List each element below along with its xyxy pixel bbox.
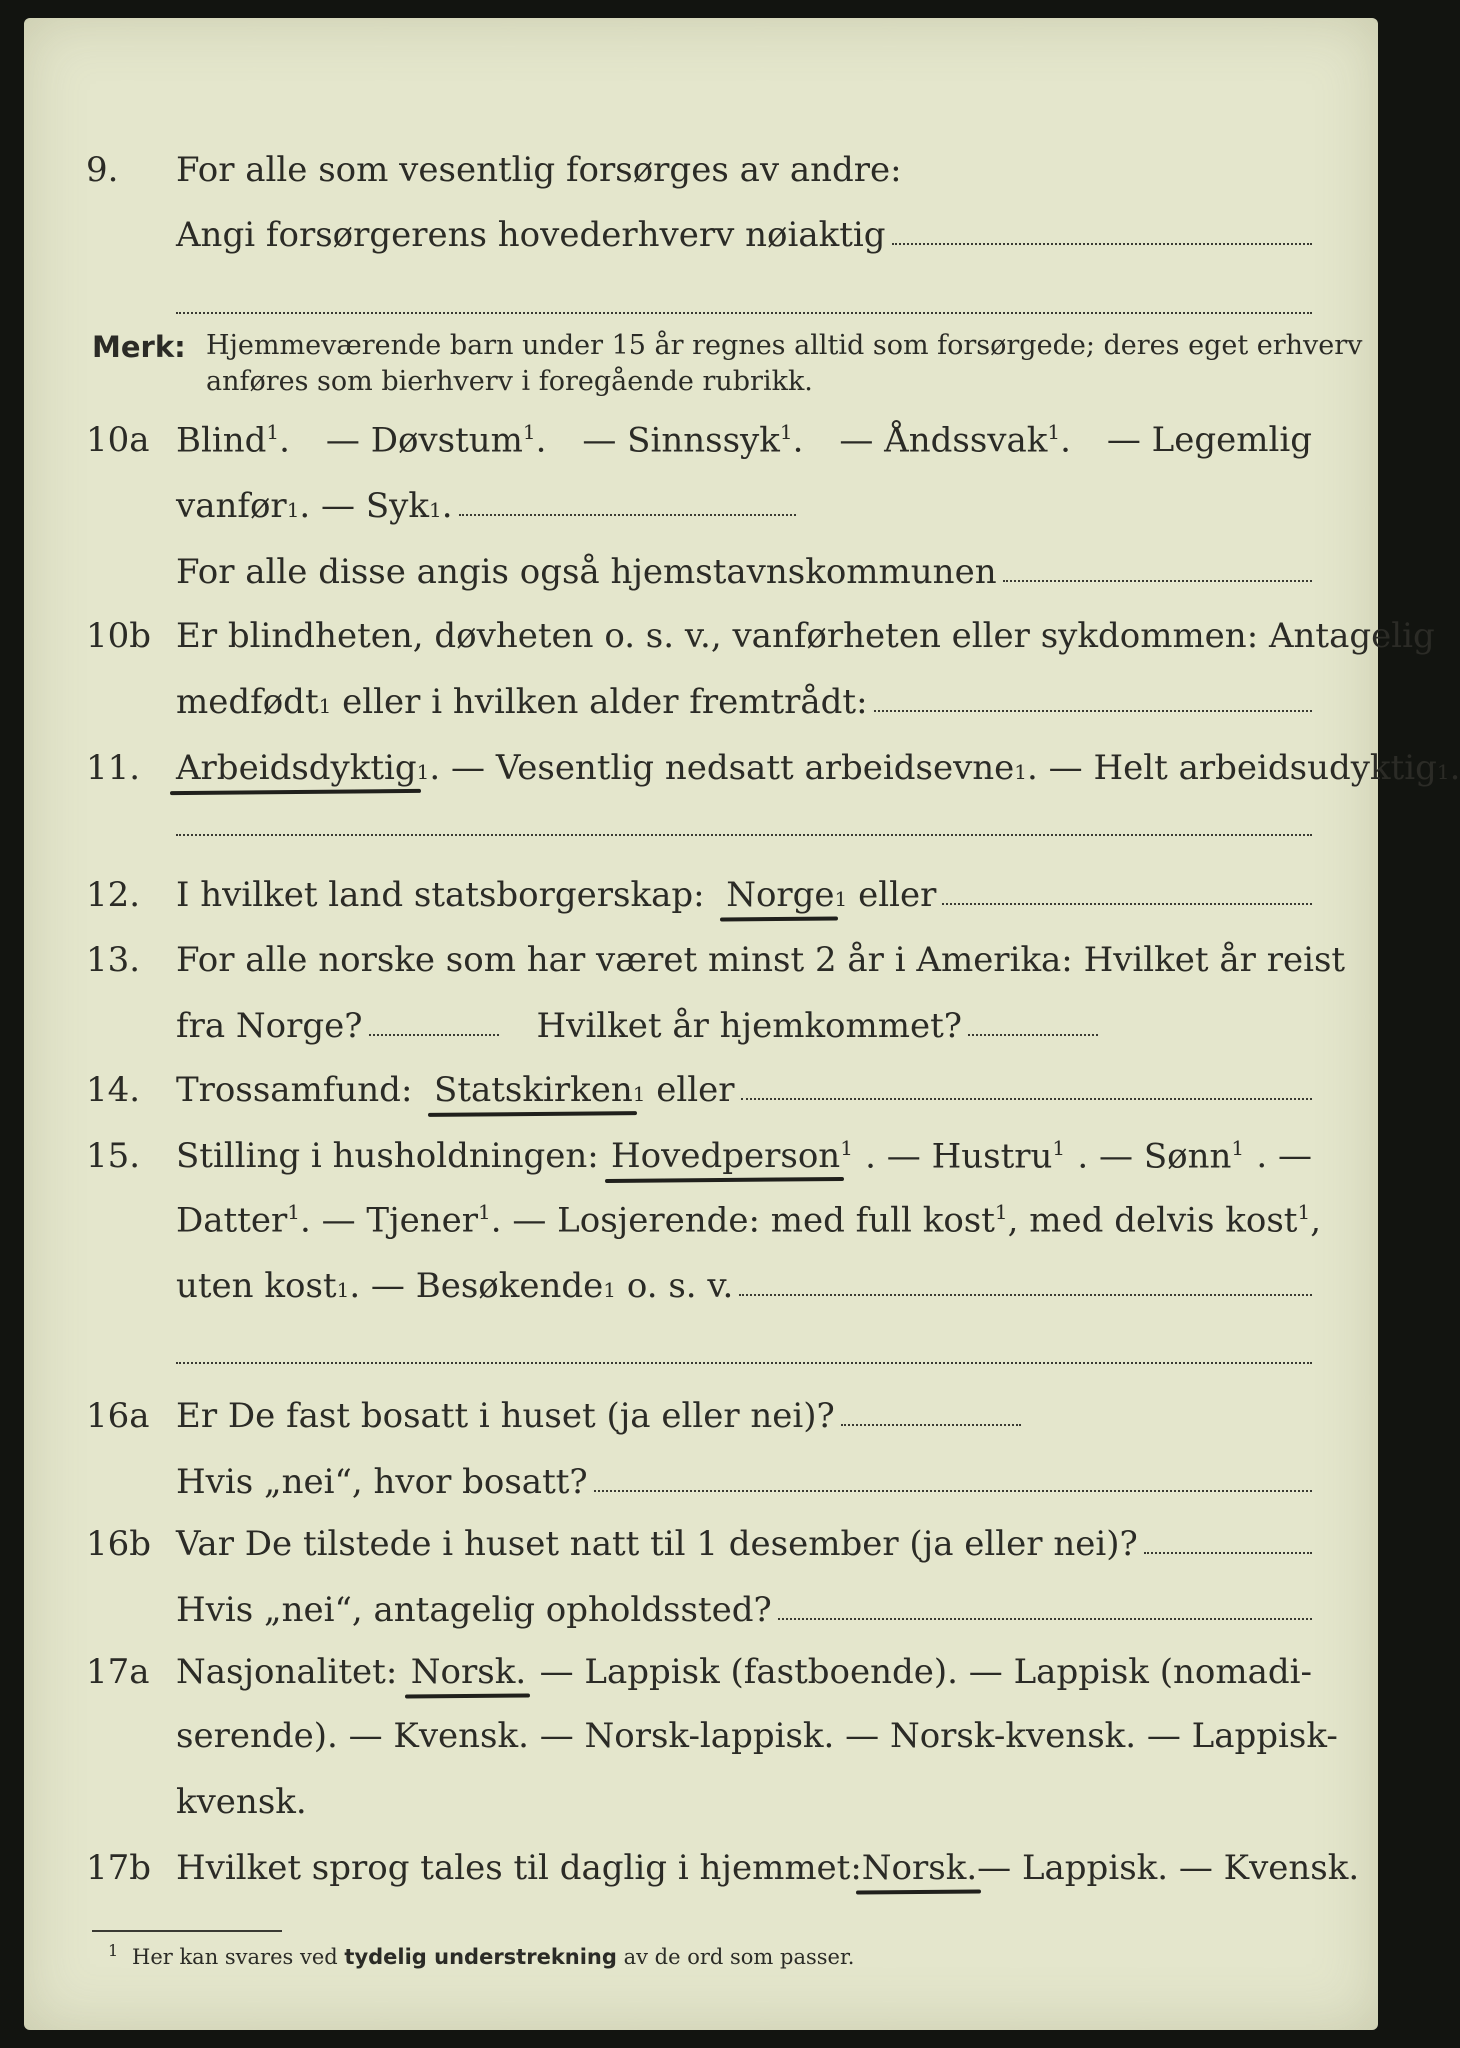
q10b-answer-field[interactable] xyxy=(874,709,1312,712)
q15-extra-line[interactable] xyxy=(176,1362,1312,1364)
q13-line2 xyxy=(0,1006,1396,1056)
q15-number: 15. xyxy=(86,1136,141,1176)
q14-number: 14. xyxy=(86,1070,141,1110)
option-delvis-kost[interactable]: , med delvis kost xyxy=(1007,1200,1298,1241)
merk-label: Merk: xyxy=(92,330,186,364)
q12-number: 12. xyxy=(86,875,141,915)
option-besokende[interactable]: . — Besøkende xyxy=(349,1266,604,1306)
option-hovedperson[interactable]: Hovedperson xyxy=(611,1136,841,1177)
q16b-line1 xyxy=(0,1524,1396,1574)
q10a-hjemstavn-prompt: For alle disse angis også hjemstavnskommunen xyxy=(176,552,997,592)
q17a-line2 xyxy=(0,1716,1396,1766)
option-tjener[interactable]: . — Tjener xyxy=(299,1200,479,1241)
q9-number: 9. xyxy=(86,150,119,190)
merk-text1: Hjemmeværende barn under 15 år regnes alltid som forsørgede; deres eget erhverv xyxy=(206,330,1363,361)
q13-reist-field[interactable] xyxy=(369,1033,499,1036)
q15-line2: Datter$^1$ . — Tjener$^1$ . — Losjerende: med full kost$^1$ , med delvis kost$^1$, xyxy=(176,1200,1322,1241)
footnote-mark: 1 xyxy=(108,1941,119,1960)
option-sinnssyk[interactable]: — Sinnssyk xyxy=(582,420,780,461)
q17a-options-line3: kvensk. xyxy=(176,1782,307,1822)
q17a-prompt: Nasjonalitet: xyxy=(176,1652,398,1692)
q16b-answer-field[interactable] xyxy=(1144,1551,1312,1554)
q10a-hjemstavn-field[interactable] xyxy=(1003,579,1312,582)
q14-answer-field[interactable] xyxy=(741,1097,1312,1100)
option-vanfor[interactable]: vanfør xyxy=(176,486,287,526)
footnote: 1 Her kan svares ved tydelig understrekning av de ord som passer. xyxy=(108,1941,855,1969)
q16a-line2 xyxy=(0,1462,1396,1512)
q12-eller: eller xyxy=(858,875,937,915)
q9-answer-field[interactable] xyxy=(892,242,1312,245)
option-arbeidsdyktig[interactable]: Arbeidsdyktig xyxy=(176,748,417,788)
q9-line2 xyxy=(0,215,1396,265)
q13-text: For alle norske som har været minst 2 år i Amerika: Hvilket år reist xyxy=(176,940,1346,980)
q16b-prompt: Var De tilstede i huset natt til 1 desember (ja eller nei)? xyxy=(176,1524,1138,1564)
q13-hjemkommet-prompt: Hvilket år hjemkommet? xyxy=(536,1006,963,1046)
q16b-opholdssted-prompt: Hvis „nei“, antagelig opholdssted? xyxy=(176,1590,772,1630)
q17a-options: — Lappisk (fastboende). — Lappisk (nomadi- xyxy=(539,1652,1312,1692)
q11-line: 11. Arbeidsdyktig 1 . — Vesentlig nedsatt arbeidsevne 1 . — Helt arbeidsudyktig 1 . xyxy=(86,748,1460,788)
option-norsk-nasjonalitet[interactable]: Norsk. xyxy=(410,1652,527,1692)
q9-line1 xyxy=(0,150,1396,200)
q10b-line2: medfødt 1 eller i hvilken alder fremtrådt: xyxy=(0,682,1396,732)
option-nedsatt[interactable]: . — Vesentlig nedsatt arbeidsevne xyxy=(429,748,1015,788)
q16b-opholdssted-field[interactable] xyxy=(778,1617,1312,1620)
q17b-line xyxy=(0,1848,1396,1898)
merk-line2 xyxy=(0,366,1396,416)
q10a-line3 xyxy=(0,552,1396,602)
q16a-prompt: Er De fast bosatt i huset (ja eller nei)? xyxy=(176,1396,835,1436)
q12-answer-field[interactable] xyxy=(942,902,1312,905)
q12-line: 12. I hvilket land statsborgerskap: Norge 1 eller xyxy=(0,875,1396,925)
q14-prompt: Trossamfund: xyxy=(176,1070,413,1110)
q15-line1: 15. Stilling i husholdningen: Hovedperson$^1$ . — Hustru$^1$ . — Sønn$^1$ . — xyxy=(86,1136,1312,1177)
q14-line: 14. Trossamfund: Statskirken 1 eller xyxy=(0,1070,1396,1120)
option-arbeidsudyktig[interactable]: . — Helt arbeidsudyktig xyxy=(1027,748,1437,788)
q17a-number: 17a xyxy=(86,1652,150,1692)
q11-extra-line[interactable] xyxy=(176,834,1312,836)
q12-prompt: I hvilket land statsborgerskap: xyxy=(176,875,705,915)
q17b-prompt: Hvilket sprog tales til daglig i hjemmet: xyxy=(176,1848,862,1888)
q10a-line2: vanfør 1 . — Syk 1 . xyxy=(0,486,1396,536)
q10b-text: Er blindheten, døvheten o. s. v., vanførheten eller sykdommen: Antagelig xyxy=(176,616,1435,656)
q17b-number: 17b xyxy=(86,1848,152,1888)
footnote-emphasis: tydelig understrekning xyxy=(344,1945,617,1969)
option-uten-kost[interactable]: uten kost xyxy=(176,1266,337,1306)
q16b-number: 16b xyxy=(86,1524,152,1564)
option-medfodt[interactable]: medfødt xyxy=(176,682,319,722)
q16a-line1 xyxy=(0,1396,1396,1446)
q9-extra-line[interactable] xyxy=(176,312,1312,314)
option-hustru[interactable]: . — Hustru xyxy=(865,1136,1053,1177)
option-dovstum[interactable]: — Døvstum xyxy=(325,420,523,461)
q16a-answer-field[interactable] xyxy=(841,1423,1021,1426)
merk-text2: anføres som bierhverv i foregående rubrikk. xyxy=(206,366,813,397)
q13-line1 xyxy=(0,940,1396,990)
q10a-line1: 10a Blind$^1$. — Døvstum$^1$. — Sinnssyk$^1$. — Åndssvak$^1$. — Legemlig xyxy=(86,420,1312,461)
q9-prompt: Angi forsørgerens hovederhverv nøiaktig xyxy=(176,215,886,255)
q11-number: 11. xyxy=(86,748,141,788)
q10b-prompt: eller i hvilken alder fremtrådt: xyxy=(342,682,868,722)
footnote-rule xyxy=(92,1930,282,1932)
option-sonn[interactable]: . — Sønn xyxy=(1077,1136,1232,1177)
q15-answer-field[interactable] xyxy=(739,1293,1312,1296)
option-statskirken[interactable]: Statskirken xyxy=(434,1070,633,1110)
q17a-line3 xyxy=(0,1782,1396,1832)
q17a-options-line2: serende). — Kvensk. — Norsk-lappisk. — Norsk-kvensk. — Lappisk- xyxy=(176,1716,1338,1756)
q10a-number: 10a xyxy=(86,420,150,460)
q16a-bosatt-prompt: Hvis „nei“, hvor bosatt? xyxy=(176,1462,588,1502)
q15-line3: uten kost 1 . — Besøkende 1 o. s. v. xyxy=(0,1266,1396,1316)
q17b-options: — Lappisk. — Kvensk. xyxy=(977,1848,1360,1888)
q13-reist-prompt: fra Norge? xyxy=(176,1006,363,1046)
q16a-number: 16a xyxy=(86,1396,150,1436)
option-blind[interactable]: Blind xyxy=(176,420,267,461)
q16b-line2 xyxy=(0,1590,1396,1640)
q10b-number: 10b xyxy=(86,616,152,656)
option-norge[interactable]: Norge xyxy=(726,875,835,915)
q9-text: For alle som vesentlig forsørges av andre: xyxy=(176,150,902,190)
q10a-answer-field[interactable] xyxy=(459,513,796,516)
option-syk[interactable]: — Syk xyxy=(321,486,429,526)
q16a-bosatt-field[interactable] xyxy=(594,1489,1312,1492)
q15-prompt: Stilling i husholdningen: xyxy=(176,1136,599,1177)
q15-osv: o. s. v. xyxy=(626,1266,734,1306)
option-norsk-sprog[interactable]: Norsk. xyxy=(861,1848,978,1888)
option-full-kost[interactable]: . — Losjerende: med full kost xyxy=(490,1200,995,1241)
option-legemlig[interactable]: — Legemlig xyxy=(1106,420,1312,461)
q10b-line1 xyxy=(0,616,1435,666)
q17a-line1 xyxy=(0,1652,1396,1702)
option-datter[interactable]: Datter xyxy=(176,1200,288,1241)
q13-number: 13. xyxy=(86,940,141,980)
q13-hjemkommet-field[interactable] xyxy=(968,1033,1098,1036)
option-andssvak[interactable]: — Åndssvak xyxy=(839,420,1048,461)
q14-eller: eller xyxy=(656,1070,735,1110)
